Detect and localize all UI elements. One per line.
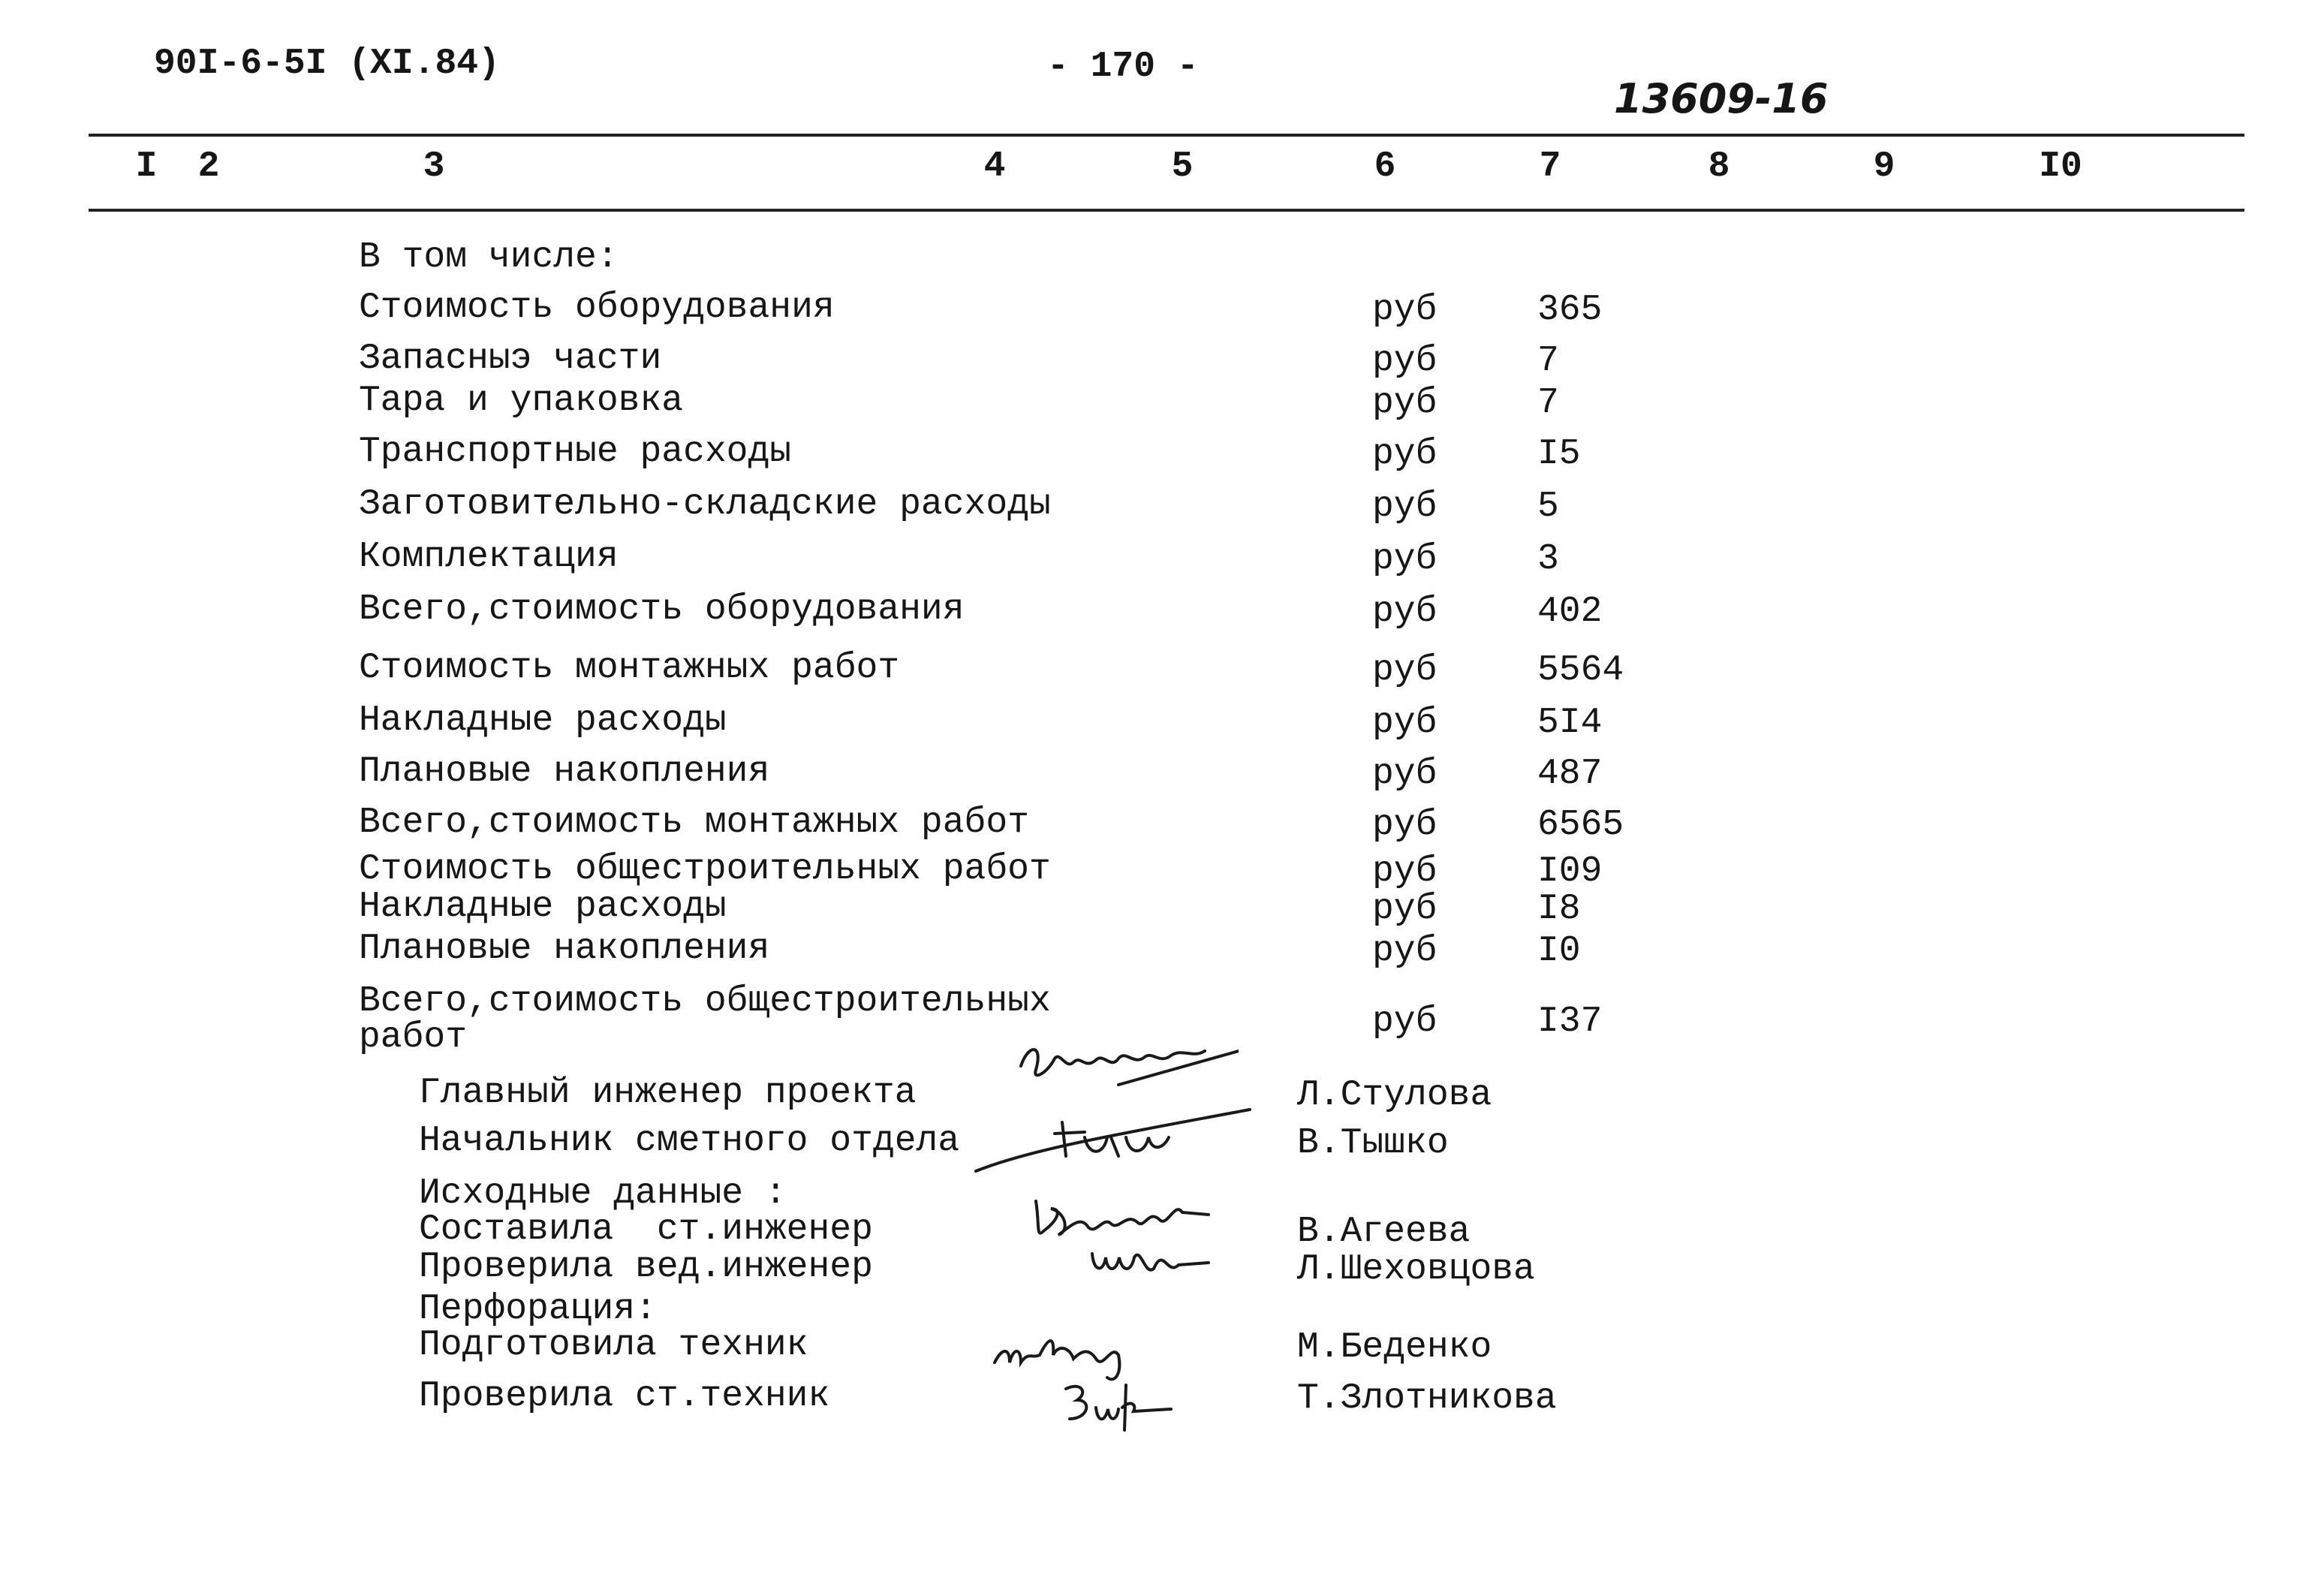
column-number: I0 <box>2039 146 2082 187</box>
row-value: I5 <box>1537 434 1581 474</box>
handwritten-signature <box>1028 1186 1216 1246</box>
row-unit: руб <box>1372 805 1437 845</box>
signature-role: Начальник сметного отдела <box>419 1121 960 1161</box>
handwritten-signature <box>1085 1239 1220 1284</box>
row-unit: руб <box>1372 1001 1437 1042</box>
row-label: Запасныэ части <box>359 339 662 379</box>
column-number: 6 <box>1374 146 1396 187</box>
row-label: Стоимость общестроительных работ <box>359 849 1051 890</box>
column-number: 3 <box>423 146 445 187</box>
row-unit: руб <box>1372 383 1437 423</box>
signature-name: Л.Стулова <box>1297 1075 1492 1116</box>
signature-role: Проверила вед.инженер <box>419 1247 873 1287</box>
handwritten-signature <box>972 1104 1257 1179</box>
row-value: 402 <box>1537 592 1603 632</box>
row-unit: руб <box>1372 539 1437 580</box>
column-number: 7 <box>1539 146 1561 187</box>
row-label: Стоимость оборудования <box>359 288 835 328</box>
handwritten-signature <box>987 1317 1167 1385</box>
row-label: Стоимость монтажных работ <box>359 648 900 688</box>
row-value: 487 <box>1537 754 1603 794</box>
signature-role: Проверила ст.техник <box>419 1376 830 1417</box>
table-header-bottom-rule <box>89 209 2244 212</box>
signature-name: В.Тышко <box>1297 1123 1449 1164</box>
row-value: I8 <box>1537 889 1581 929</box>
signature-name: Л.Шеховцова <box>1297 1249 1535 1290</box>
document-code: 90I-6-5I (XI.84) <box>154 44 500 84</box>
row-label: Плановые накопления <box>359 929 770 969</box>
row-value: 7 <box>1537 383 1559 423</box>
row-label: Всего,стоимость монтажных работ <box>359 803 1029 843</box>
row-label: Плановые накопления <box>359 751 770 792</box>
row-value: 5 <box>1537 486 1559 527</box>
column-number: I <box>135 146 158 187</box>
row-label: Комплектация <box>359 537 619 577</box>
row-value: I0 <box>1537 931 1581 971</box>
column-number: 8 <box>1708 146 1730 187</box>
row-label: Накладные расходы <box>359 887 727 927</box>
row-unit: руб <box>1372 592 1437 632</box>
row-unit: руб <box>1372 434 1437 474</box>
row-unit: руб <box>1372 650 1437 691</box>
row-unit: руб <box>1372 703 1437 743</box>
row-value: 6565 <box>1537 805 1624 845</box>
signature-role: Главный инженер проекта <box>419 1073 917 1113</box>
handwritten-signature <box>1013 1028 1239 1089</box>
column-number: 9 <box>1873 146 1895 187</box>
column-number: 4 <box>983 146 1006 187</box>
row-unit: руб <box>1372 889 1437 929</box>
row-unit: руб <box>1372 754 1437 794</box>
table-top-rule <box>89 134 2244 137</box>
row-label: Тара и упаковка <box>359 381 684 421</box>
row-unit: руб <box>1372 486 1437 527</box>
handwritten-signature <box>1058 1378 1179 1438</box>
row-label: Накладные расходы <box>359 700 727 741</box>
row-label: Транспортные расходы <box>359 432 792 472</box>
row-value: I37 <box>1537 1001 1603 1042</box>
row-unit: руб <box>1372 851 1437 892</box>
row-label: Всего,стоимость оборудования <box>359 589 965 630</box>
row-unit: руб <box>1372 931 1437 971</box>
row-value: 3 <box>1537 539 1559 580</box>
signature-role: Перфорация: Подготовила техник <box>419 1289 808 1366</box>
row-unit: руб <box>1372 341 1437 381</box>
signature-name: М.Беденко <box>1297 1327 1492 1368</box>
archive-number: 13609-16 <box>1614 75 1829 122</box>
row-unit: руб <box>1372 290 1437 330</box>
signature-role: Исходные данные : Составила ст.инженер <box>419 1173 873 1250</box>
signature-name: В.Агеева <box>1297 1212 1471 1252</box>
row-value: 365 <box>1537 290 1603 330</box>
row-label: Заготовительно-складские расходы <box>359 484 1051 525</box>
section-title: В том числе: <box>359 237 619 278</box>
row-value: 5564 <box>1537 650 1624 691</box>
row-value: 7 <box>1537 341 1559 381</box>
column-number: 5 <box>1171 146 1194 187</box>
column-number: 2 <box>197 146 220 187</box>
signature-name: Т.Злотникова <box>1297 1378 1557 1419</box>
row-value: 5I4 <box>1537 703 1603 743</box>
row-value: I09 <box>1537 851 1603 892</box>
page-number: - 170 - <box>1047 47 1199 87</box>
row-label: Всего,стоимость общестроительных работ <box>359 981 1051 1058</box>
